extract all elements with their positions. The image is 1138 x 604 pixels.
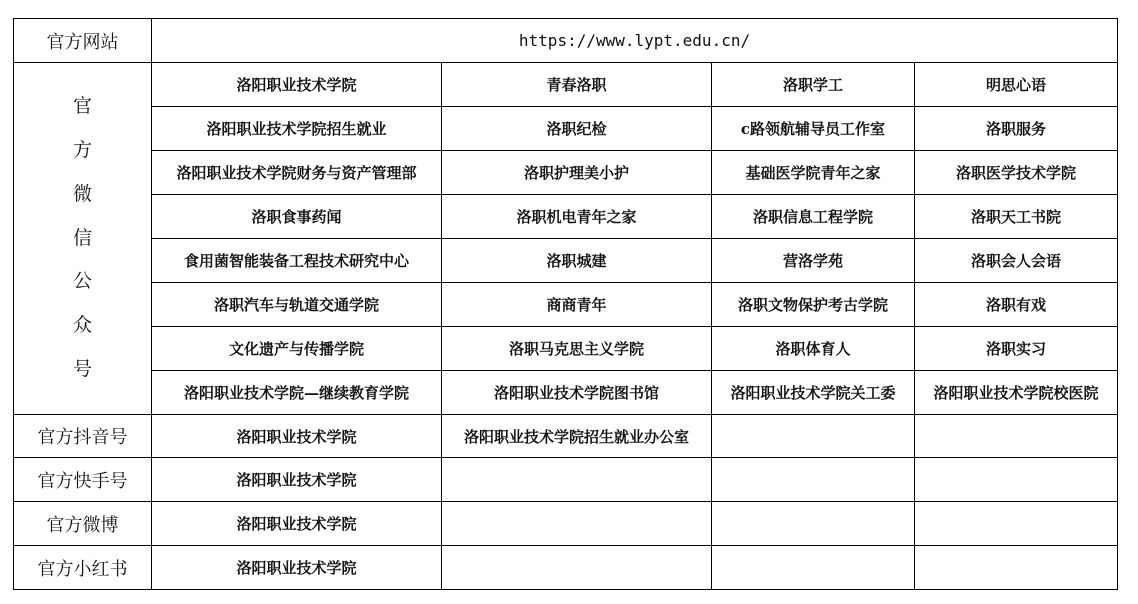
wechat-label-char: 微 — [72, 182, 92, 205]
wechat-label-char: 官 — [72, 95, 92, 118]
wechat-account: 洛职城建 — [442, 239, 712, 283]
wechat-account: c路领航辅导员工作室 — [712, 107, 915, 151]
wechat-account: 洛职天工书院 — [915, 195, 1118, 239]
wechat-account: 洛职纪检 — [442, 107, 712, 151]
empty-cell — [442, 502, 712, 546]
wechat-account: 洛职有戏 — [915, 283, 1118, 327]
kuaishou-row — [14, 458, 1118, 502]
wechat-account: 洛职体育人 — [712, 327, 915, 371]
weibo-account: 洛阳职业技术学院 — [152, 502, 442, 546]
empty-cell — [915, 458, 1118, 502]
wechat-account: 洛职文物保护考古学院 — [712, 283, 915, 327]
empty-cell — [915, 415, 1118, 458]
website-row — [14, 19, 1118, 63]
wechat-row — [14, 195, 1118, 239]
empty-cell — [915, 546, 1118, 590]
wechat-account: 洛职机电青年之家 — [442, 195, 712, 239]
empty-cell — [442, 458, 712, 502]
wechat-row — [14, 283, 1118, 327]
wechat-row — [14, 371, 1118, 415]
wechat-account: 洛阳职业技术学院关工委 — [712, 371, 915, 415]
douyin-account: 洛阳职业技术学院招生就业办公室 — [442, 415, 712, 458]
wechat-account: 食用菌智能装备工程技术研究中心 — [152, 239, 442, 283]
kuaishou-account: 洛阳职业技术学院 — [152, 458, 442, 502]
wechat-account: 洛职马克思主义学院 — [442, 327, 712, 371]
weibo-label: 官方微博 — [14, 502, 152, 546]
wechat-row — [14, 107, 1118, 151]
wechat-label-char: 信 — [72, 226, 92, 249]
douyin-label: 官方抖音号 — [14, 415, 152, 458]
wechat-account: 洛职实习 — [915, 327, 1118, 371]
wechat-account: 洛职会人会语 — [915, 239, 1118, 283]
wechat-account: 洛阳职业技术学院招生就业 — [152, 107, 442, 151]
empty-cell — [915, 502, 1118, 546]
wechat-account: 洛阳职业技术学院 — [152, 63, 442, 107]
kuaishou-label: 官方快手号 — [14, 458, 152, 502]
wechat-account: 洛职信息工程学院 — [712, 195, 915, 239]
empty-cell — [712, 546, 915, 590]
wechat-account: 明思心语 — [915, 63, 1118, 107]
wechat-account: 洛职学工 — [712, 63, 915, 107]
douyin-row — [14, 415, 1118, 458]
xiaohongshu-account: 洛阳职业技术学院 — [152, 546, 442, 590]
wechat-account: 青春洛职 — [442, 63, 712, 107]
empty-cell — [712, 502, 915, 546]
weibo-row — [14, 502, 1118, 546]
wechat-row — [14, 151, 1118, 195]
wechat-row — [14, 63, 1118, 107]
xiaohongshu-label: 官方小红书 — [14, 546, 152, 590]
website-label: 官方网站 — [14, 19, 152, 63]
wechat-account: 洛阳职业技术学院图书馆 — [442, 371, 712, 415]
empty-cell — [442, 546, 712, 590]
wechat-account: 营洛学苑 — [712, 239, 915, 283]
empty-cell — [712, 415, 915, 458]
official-accounts-table — [13, 18, 1118, 590]
website-url-link[interactable]: https://www.lypt.edu.cn/ — [152, 19, 1118, 63]
wechat-label-char: 公 — [72, 270, 92, 293]
wechat-account: 洛阳职业技术学院—继续教育学院 — [152, 371, 442, 415]
wechat-account: 洛职服务 — [915, 107, 1118, 151]
wechat-account: 文化遗产与传播学院 — [152, 327, 442, 371]
wechat-account: 洛职汽车与轨道交通学院 — [152, 283, 442, 327]
wechat-account: 洛职食事药闻 — [152, 195, 442, 239]
wechat-account: 洛职医学技术学院 — [915, 151, 1118, 195]
wechat-account: 洛阳职业技术学院财务与资产管理部 — [152, 151, 442, 195]
wechat-account: 基础医学院青年之家 — [712, 151, 915, 195]
douyin-account: 洛阳职业技术学院 — [152, 415, 442, 458]
wechat-label-char: 方 — [72, 139, 92, 161]
empty-cell — [712, 458, 915, 502]
wechat-label-char: 号 — [72, 357, 92, 380]
wechat-account: 洛职护理美小护 — [442, 151, 712, 195]
wechat-row — [14, 327, 1118, 371]
wechat-label — [14, 63, 152, 415]
wechat-account: 洛阳职业技术学院校医院 — [915, 371, 1118, 415]
wechat-account: 商商青年 — [442, 283, 712, 327]
xiaohongshu-row — [14, 546, 1118, 590]
wechat-row — [14, 239, 1118, 283]
wechat-label-char: 众 — [72, 314, 92, 337]
